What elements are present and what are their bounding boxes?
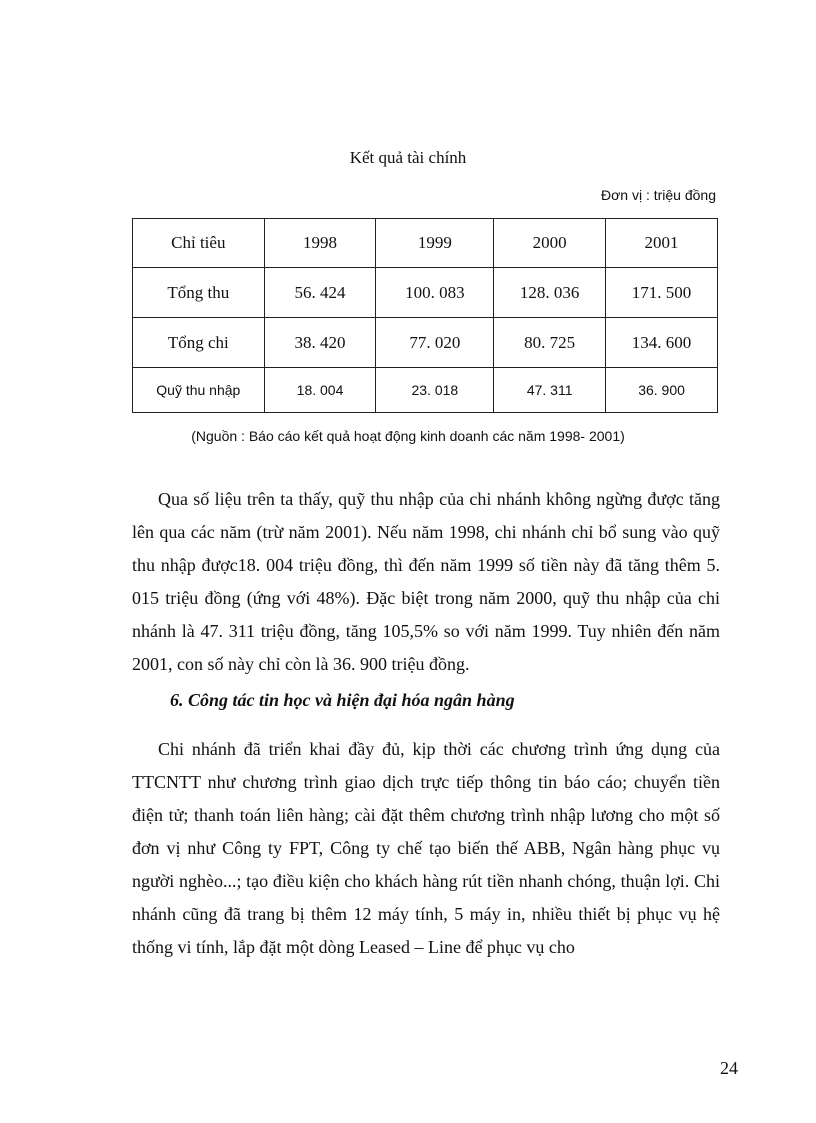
unit-label: Đơn vị : triệu đồng xyxy=(600,187,716,203)
table-row-income-fund xyxy=(133,368,718,413)
table-header-row xyxy=(133,219,718,268)
header-year-2000: 2000 xyxy=(494,219,606,268)
table-title: Kết quả tài chính xyxy=(349,148,467,167)
financial-results-table xyxy=(132,218,718,413)
table-cell: 36. 900 xyxy=(606,368,718,413)
header-year-2001: 2001 xyxy=(606,219,718,268)
page-number: 24 xyxy=(720,1058,738,1078)
table-cell: 18. 004 xyxy=(264,368,376,413)
table-row-total-expense xyxy=(133,318,718,368)
table-row-total-revenue xyxy=(133,268,718,318)
header-year-1999: 1999 xyxy=(376,219,494,268)
section-heading: 6. Công tác tin học và hiện đại hóa ngân hàng xyxy=(170,690,515,710)
table-cell: 47. 311 xyxy=(494,368,606,413)
header-indicator: Chỉ tiêu xyxy=(133,219,265,268)
table-cell: 56. 424 xyxy=(264,268,376,318)
table-cell: 80. 725 xyxy=(494,318,606,368)
header-year-1998: 1998 xyxy=(264,219,376,268)
table-cell: Tổng thu xyxy=(133,268,265,318)
table-cell: 23. 018 xyxy=(376,368,494,413)
table-cell: 128. 036 xyxy=(494,268,606,318)
table-cell: 171. 500 xyxy=(606,268,718,318)
table-cell: Tổng chi xyxy=(133,318,265,368)
analysis-paragraph xyxy=(132,483,720,681)
analysis-paragraph-text: Qua số liệu trên ta thấy, quỹ thu nhập của chi nhánh không ngừng được tăng lên qua các năm (trừ năm 2001). Nếu năm 1998, chi nhánh chỉ bổ sung vào quỹ thu nhập được18. 004 triệu đồng, thì đến năm 1999 số tiền này đã tăng thêm 5. 015 triệu đồng (ứng với 48%). Đặc biệt trong năm 2000, quỹ thu nhập của chi nhánh là 47. 311 triệu đồng, tăng 105,5% so với năm 1999. Tuy nhiên đến năm 2001, con số này chỉ còn là 36. 900 triệu đồng. xyxy=(132,489,720,674)
table-cell: 134. 600 xyxy=(606,318,718,368)
it-paragraph xyxy=(132,733,720,964)
table-cell: 100. 083 xyxy=(376,268,494,318)
table-cell: Quỹ thu nhập xyxy=(133,368,265,413)
table-cell: 38. 420 xyxy=(264,318,376,368)
it-paragraph-text: Chi nhánh đã triển khai đầy đủ, kịp thời các chương trình ứng dụng của TTCNTT như chương trình giao dịch trực tiếp thông tin báo cáo; chuyển tiền điện tử; thanh toán liên hàng; cài đặt thêm chương trình nhập lương cho một số đơn vị như Công ty FPT, Công ty chế tạo biến thế ABB, Ngân hàng phục vụ người nghèo...; tạo điều kiện cho khách hàng rút tiền nhanh chóng, thuận lợi. Chi nhánh cũng đã trang bị thêm 12 máy tính, 5 máy in, nhiều thiết bị phục vụ hệ thống vi tính, lắp đặt một dòng Leased – Line để phục vụ cho xyxy=(132,739,720,957)
table-source-note: (Nguồn : Báo cáo kết quả hoạt động kinh doanh các năm 1998- 2001) xyxy=(191,428,625,444)
table-cell: 77. 020 xyxy=(376,318,494,368)
